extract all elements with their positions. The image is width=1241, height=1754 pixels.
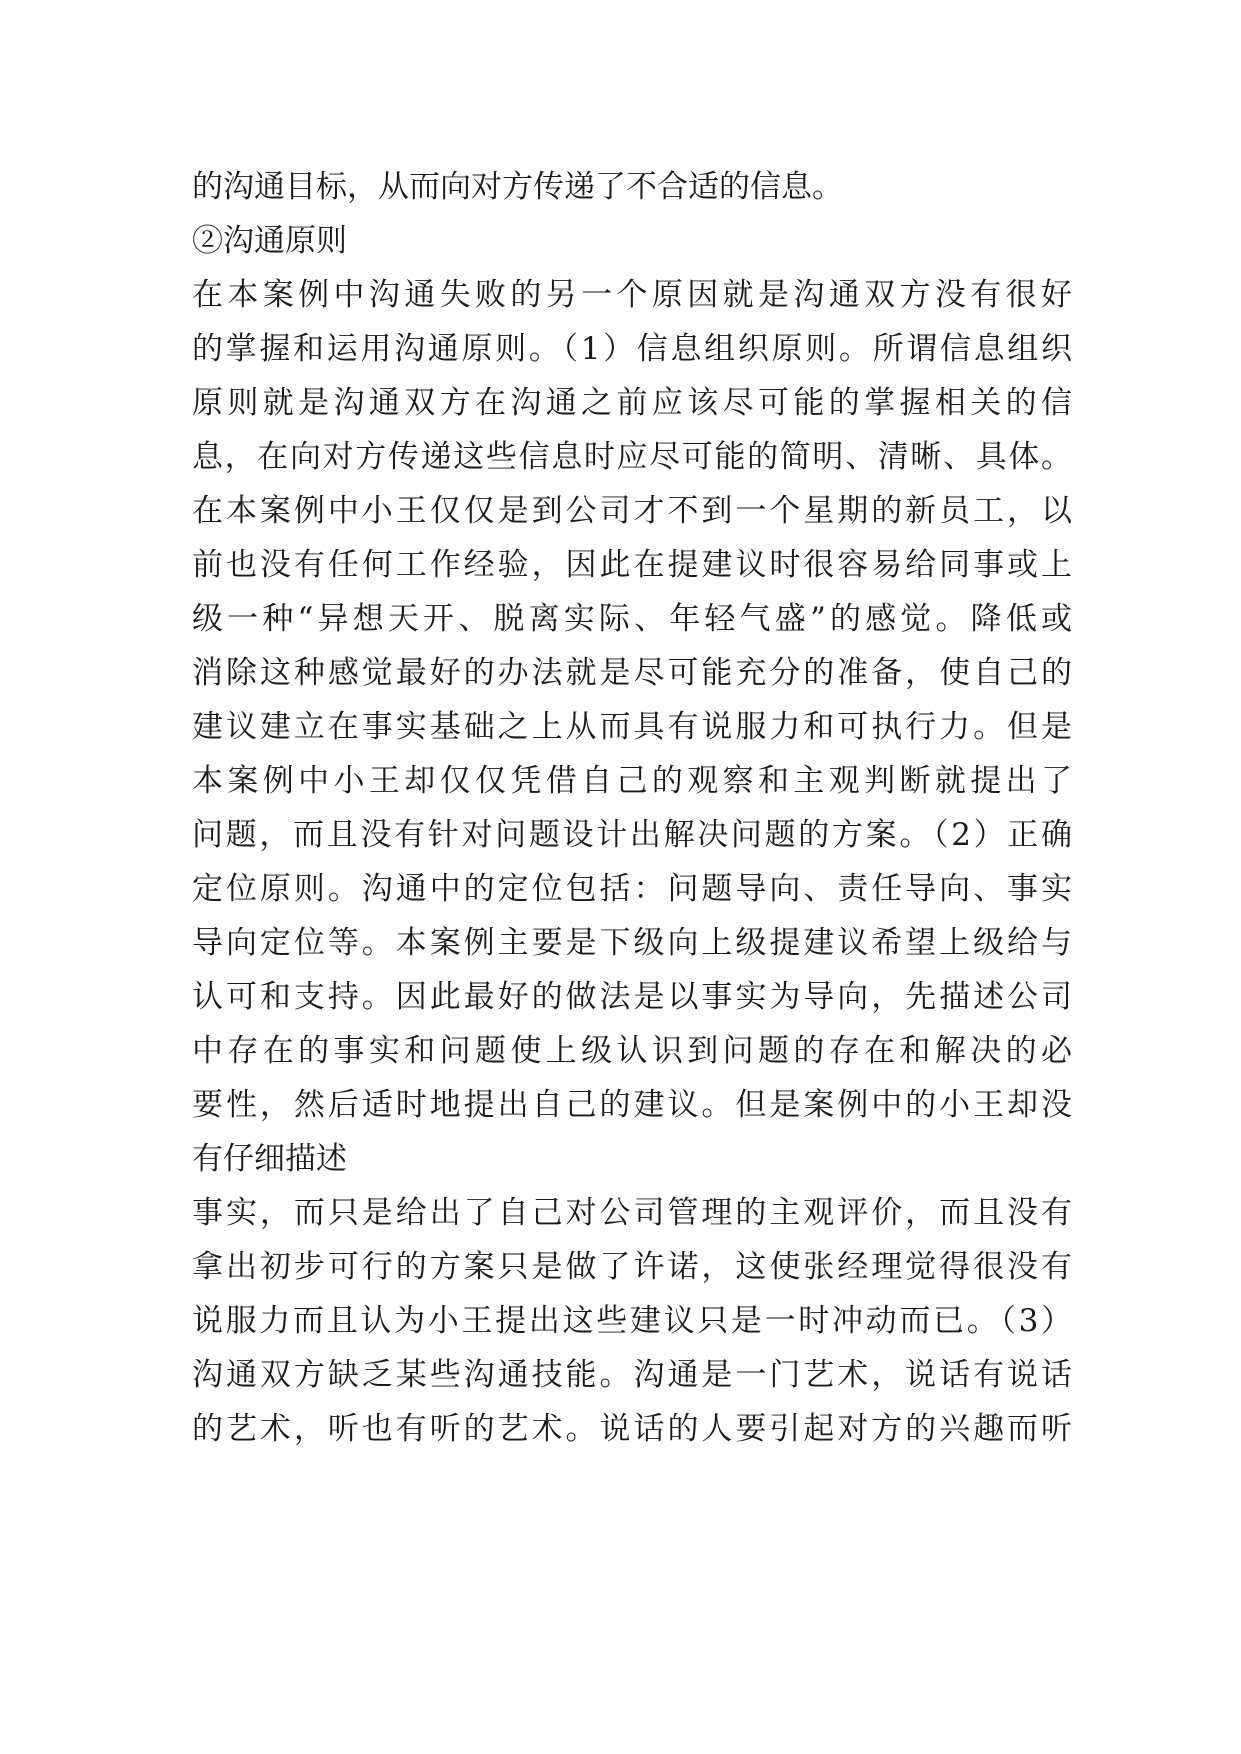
text-line: 原则就是沟通双方在沟通之前应该尽可能的掌握相关的信 [192, 385, 1072, 421]
text-line: 的沟通目标，从而向对方传递了不合适的信息。 [192, 169, 843, 205]
text-line: 在本案例中小王仅仅是到公司才不到一个星期的新员工，以 [192, 493, 1072, 529]
text-line: 消除这种感觉最好的办法就是尽可能充分的准备，使自己的 [192, 655, 1072, 691]
text-line: 问题，而且没有针对问题设计出解决问题的方案。（2）正确 [192, 817, 1072, 853]
text-line: 在本案例中沟通失败的另一个原因就是沟通双方没有很好 [192, 277, 1072, 313]
text-line: 拿出初步可行的方案只是做了许诺，这使张经理觉得很没有 [192, 1249, 1072, 1285]
body-text [192, 160, 1072, 1456]
text-line: 建议建立在事实基础之上从而具有说服力和可执行力。但是 [192, 709, 1072, 745]
text-line: 说服力而且认为小王提出这些建议只是一时冲动而已。（3） [192, 1303, 1072, 1339]
text-line: 级一种“异想天开、脱离实际、年轻气盛”的感觉。降低或 [192, 601, 1072, 637]
text-line: 前也没有任何工作经验，因此在提建议时很容易给同事或上 [192, 547, 1072, 583]
text-line: 要性，然后适时地提出自己的建议。但是案例中的小王却没 [192, 1087, 1072, 1123]
text-line: 息，在向对方传递这些信息时应尽可能的简明、清晰、具体。 [192, 439, 1072, 475]
text-line: 的艺术，听也有听的艺术。说话的人要引起对方的兴趣而听 [192, 1411, 1072, 1447]
text-line: 沟通双方缺乏某些沟通技能。沟通是一门艺术，说话有说话 [192, 1357, 1072, 1393]
text-line: 事实，而只是给出了自己对公司管理的主观评价，而且没有 [192, 1195, 1072, 1231]
text-line: 有仔细描述 [192, 1141, 347, 1177]
section-heading: ②沟通原则 [192, 223, 347, 259]
text-line: 认可和支持。因此最好的做法是以事实为导向，先描述公司 [192, 979, 1072, 1015]
text-line: 定位原则。沟通中的定位包括：问题导向、责任导向、事实 [192, 871, 1072, 907]
text-line: 中存在的事实和问题使上级认识到问题的存在和解决的必 [192, 1033, 1072, 1069]
text-line: 导向定位等。本案例主要是下级向上级提建议希望上级给与 [192, 925, 1072, 961]
text-line: 本案例中小王却仅仅凭借自己的观察和主观判断就提出了 [192, 763, 1072, 799]
text-line: 的掌握和运用沟通原则。（1）信息组织原则。所谓信息组织 [192, 331, 1072, 367]
